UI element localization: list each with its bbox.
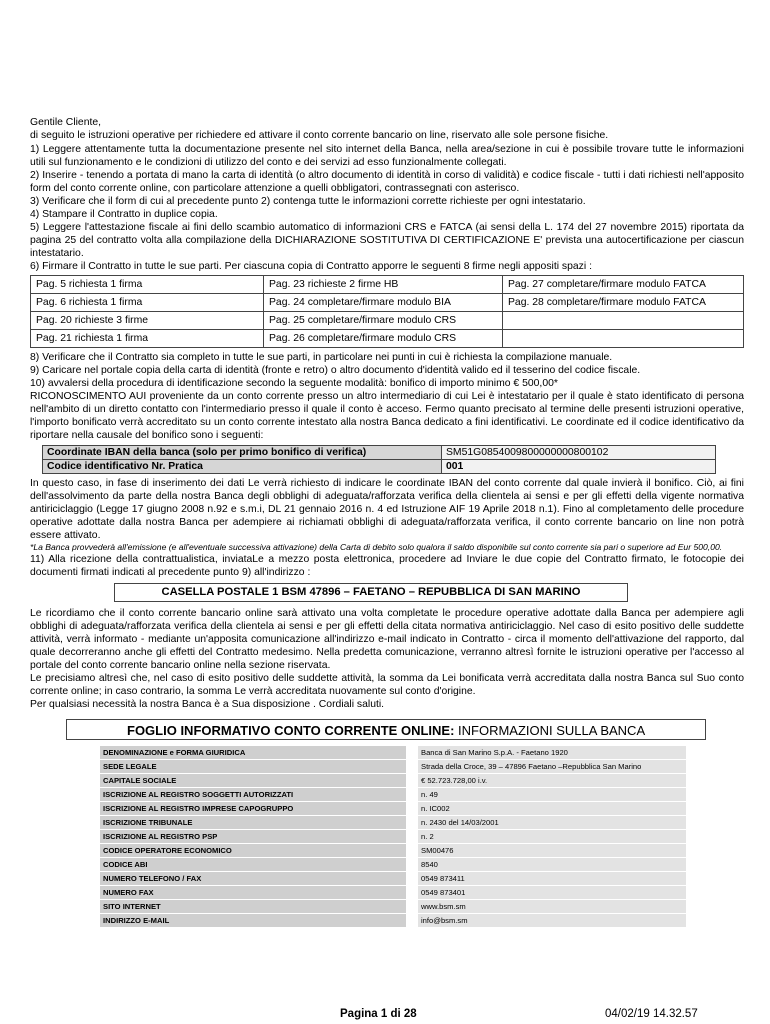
table-cell: Pag. 23 richieste 2 firme HB (264, 276, 503, 294)
bank-info-label: SITO INTERNET (100, 900, 406, 914)
step-4: 4) Stampare il Contratto in duplice copia. (30, 209, 218, 220)
table-row (100, 774, 686, 788)
bank-info-value: n. 2430 del 14/03/2001 (418, 816, 686, 830)
table-cell: Pag. 21 richiesta 1 firma (31, 330, 264, 348)
info-sheet-title (66, 719, 706, 740)
table-row (100, 802, 686, 816)
table-row (100, 914, 686, 928)
postal-box-address: CASELLA POSTALE 1 BSM 47896 – FAETANO – REPUBBLICA DI SAN MARINO (114, 583, 628, 602)
table-row (100, 886, 686, 900)
closing-paragraph-2: Le precisiamo altresì che, nel caso di esito positivo delle suddette attività, la somma da Lei bonificata verrà accreditata dalla nostra Banca sul Suo conto corrente online; in caso contrario, la somma Le verrà accreditata nuovamente sul conto d'origine. (30, 673, 744, 697)
insert-paragraph: In questo caso, in fase di inserimento dei dati Le verrà richiesto di indicare le coordinate IBAN del conto corrente dal quale invierà il bonifico. Ciò, ai fini dell'assolvimento da parte della nostra Banca degli obblighi di adeguata/rafforzata verifica della clientela ai sensi e per gli effetti della vigente normativa antiriciclaggio (Legge 17 giugno 2008 n.92 e s.m.i, DL 21 gennaio 2016 n. 4 ed Istruzione AIF 19 Aprile 2018 n.1). Fino al completamento delle procedure operative adottate dalla nostra Banca per adempiere ai richiamati obblighi di adeguata/rafforzata verifica, il conto corrente bancario on line non potrà essere attivato. (30, 478, 744, 541)
table-cell: Pag. 28 completare/firmare modulo FATCA (503, 294, 744, 312)
table-row (100, 746, 686, 760)
bank-info-value: SM00476 (418, 844, 686, 858)
table-row (31, 294, 744, 312)
bank-info-label: ISCRIZIONE AL REGISTRO SOGGETTI AUTORIZZATI (100, 788, 406, 802)
step-10: 10) avvalersi della procedura di identificazione secondo la seguente modalità: bonifico di importo minimo € 500,00* (30, 378, 558, 389)
bank-info-value: 8540 (418, 858, 686, 872)
bank-info-label: NUMERO FAX (100, 886, 406, 900)
table-row (100, 788, 686, 802)
bank-info-value: 0549 873401 (418, 886, 686, 900)
table-row (100, 760, 686, 774)
print-timestamp: 04/02/19 14.32.57 (605, 1008, 698, 1020)
step-8: 8) Verificare che il Contratto sia completo in tutte le sue parti, in particolare nei punti in cui è richiesta la compilazione manuale. (30, 352, 613, 363)
table-row (100, 830, 686, 844)
table-row (31, 312, 744, 330)
table-row (31, 276, 744, 294)
iban-table (42, 445, 716, 474)
closing-paragraph-1: Le ricordiamo che il conto corrente bancario online sarà attivato una volta completate le procedure operative adottate dalla Banca per adempiere agli obblighi di adeguata/rafforzata verifica della clientela ai sensi e per gli effetti della citata normativa antiriciclaggio. Nel caso di esito positivo delle suddette attività, verrà informato - mediante un'apposita comunicazione all'indirizzo e-mail indicato in Contratto - circa il momento dell'attivazione del rapporto, dal quale decorreranno anche gli effetti del Contratto medesimo. Nella predetta comunicazione, verranno altresì fornite le istruzioni operative per l'accesso al portale del conto corrente bancario online nella sezione riservata. (30, 608, 744, 671)
bank-info-label: ISCRIZIONE AL REGISTRO IMPRESE CAPOGRUPPO (100, 802, 406, 816)
code-value: 001 (442, 460, 716, 474)
bank-info-label: NUMERO TELEFONO / FAX (100, 872, 406, 886)
closing-paragraph-3: Per qualsiasi necessità la nostra Banca è a Sua disposizione . Cordiali saluti. (30, 699, 385, 710)
bank-info-value: Strada della Croce, 39 – 47896 Faetano –Repubblica San Marino (418, 760, 686, 774)
table-cell: Pag. 6 richiesta 1 firma (31, 294, 264, 312)
table-row (100, 872, 686, 886)
bank-info-value: € 52.723.728,00 i.v. (418, 774, 686, 788)
table-cell: Pag. 26 completare/firmare modulo CRS (264, 330, 503, 348)
step-9: 9) Caricare nel portale copia della carta di identità (fronte e retro) o altro documento d'identità valido ed il tesserino del codice fiscale. (30, 365, 641, 376)
bank-info-label: DENOMINAZIONE e FORMA GIURIDICA (100, 746, 406, 760)
info-sheet-title-bold: FOGLIO INFORMATIVO CONTO CORRENTE ONLINE: (127, 723, 455, 738)
table-row (100, 816, 686, 830)
step-5: 5) Leggere l'attestazione fiscale ai fini dello scambio automatico di informazioni CRS e FATCA (ai sensi della L. 174 del 27 novembre 2015) riportata da pagina 25 del contratto volta alla compilazione della DICHIARAZIONE SOSTITUTIVA DI CERTIFICAZIONE E' prevista una autocertificazione per ciascun intestatario. (30, 222, 744, 259)
iban-value: SM51G0854009800000000800102 (442, 446, 716, 460)
bank-info-label: INDIRIZZO E-MAIL (100, 914, 406, 928)
table-row (100, 844, 686, 858)
table-row (31, 330, 744, 348)
bank-info-value: n. 49 (418, 788, 686, 802)
table-cell: Pag. 5 richiesta 1 firma (31, 276, 264, 294)
bank-info-value: www.bsm.sm (418, 900, 686, 914)
bank-info-label: ISCRIZIONE AL REGISTRO PSP (100, 830, 406, 844)
bank-info-label: ISCRIZIONE TRIBUNALE (100, 816, 406, 830)
table-row (100, 900, 686, 914)
bank-info-label: CODICE ABI (100, 858, 406, 872)
signature-table (30, 275, 744, 348)
bank-info-value: 0549 873411 (418, 872, 686, 886)
bank-info-value: info@bsm.sm (418, 914, 686, 928)
table-row (100, 858, 686, 872)
info-sheet-title-rest: INFORMAZIONI SULLA BANCA (454, 723, 646, 738)
bank-info-label: CAPITALE SOCIALE (100, 774, 406, 788)
table-cell: Pag. 25 completare/firmare modulo CRS (264, 312, 503, 330)
table-cell (503, 312, 744, 330)
riconoscimento-paragraph: RICONOSCIMENTO AUI proveniente da un conto corrente presso un altro intermediario di cui Lei è intestatario per il quale è stato identificato di persona nell'ambito di un diretto contatto con l'intermediario presso il quale il conto è acceso. Fermo quanto precisato al termine delle presenti istruzioni operative, l'importo bonificato verrà accreditato su un conto corrente intestato alla nostra Banca dedicato a fini identificativi. Le coordinate ed il codice identificativo da riportare nella causale del bonifico sono i seguenti: (30, 391, 744, 441)
intro-line: di seguito le istruzioni operative per richiedere ed attivare il conto corrente bancario on line, riservato alle sole persone fisiche. (30, 130, 609, 141)
document-page (30, 116, 744, 928)
bank-info-value: Banca di San Marino S.p.A. - Faetano 1920 (418, 746, 686, 760)
step-3: 3) Verificare che il form di cui al precedente punto 2) contenga tutte le informazioni corrette richieste per ogni intestatario. (30, 196, 586, 207)
greeting: Gentile Cliente, (30, 117, 102, 128)
bank-info-label: SEDE LEGALE (100, 760, 406, 774)
step-6: 6) Firmare il Contratto in tutte le sue parti. Per ciascuna copia di Contratto apporre le seguenti 8 firme negli appositi spazi : (30, 261, 592, 272)
step-1: 1) Leggere attentamente tutta la documentazione presente nel sito internet della Banca, nella area/sezione in cui è possibile trovare tutte le informazioni utili sul funzionamento e le condizioni di utilizzo del conto e dei servizi ad esso funzionalmente collegati. (30, 144, 744, 168)
table-row (43, 446, 716, 460)
bank-info-label: CODICE OPERATORE ECONOMICO (100, 844, 406, 858)
step-11: 11) Alla ricezione della contrattualistica, inviataLe a mezzo posta elettronica, procedere ad Inviare le due copie del Contratto firmato, le fotocopie dei documenti firmati indicati al precedente punto 9) all'indirizzo : (30, 554, 744, 578)
step-2: 2) Inserire - tenendo a portata di mano la carta di identità (o altro documento di identità in corso di validità) e codice fiscale - tutti i dati richiesti nell'apposito form del conto corrente online, con particolare attenzione a quelli obbligatori, contrassegnati con asterisco. (30, 170, 744, 194)
table-cell: Pag. 24 completare/firmare modulo BIA (264, 294, 503, 312)
page-number: Pagina 1 di 28 (340, 1008, 417, 1020)
table-cell: Pag. 20 richieste 3 firme (31, 312, 264, 330)
table-row (43, 460, 716, 474)
iban-label: Coordinate IBAN della banca (solo per primo bonifico di verifica) (43, 446, 442, 460)
card-note: *La Banca provvederà all'emissione (e all'eventuale successiva attivazione) della Carta di debito solo qualora il saldo disponibile sul conto corrente sia pari o superiore ad Eur 500,00. (30, 542, 723, 552)
code-label: Codice identificativo Nr. Pratica (43, 460, 442, 474)
bank-info-value: n. 2 (418, 830, 686, 844)
bank-info-table (100, 746, 686, 928)
table-cell: Pag. 27 completare/firmare modulo FATCA (503, 276, 744, 294)
table-cell (503, 330, 744, 348)
bank-info-value: n. IC002 (418, 802, 686, 816)
